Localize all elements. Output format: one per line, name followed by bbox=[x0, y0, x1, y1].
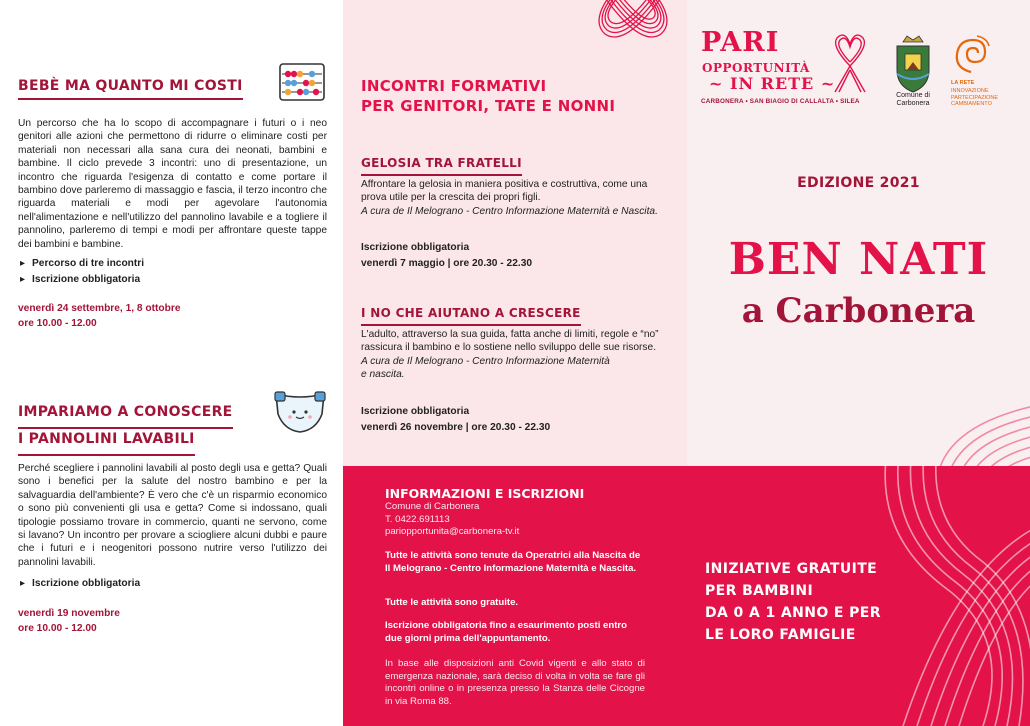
list-item: ▸ Iscrizione obbligatoria bbox=[18, 272, 144, 288]
event-title-no: I NO CHE AIUTANO A CRESCERE bbox=[361, 306, 581, 326]
date-block-bebe bbox=[18, 301, 181, 331]
info-paragraph: In base alle disposizioni anti Covid vigenti e allo stato di emergenza nazionale, sarà deciso di volta in volta se fare gli incontri online o in presenza presso la Stanza delle Cicogne in via Roma 88. bbox=[385, 658, 645, 707]
event-credit: A cura de Il Melograno - Centro Informazione Maternità bbox=[361, 355, 610, 367]
logo-towns: CARBONERA • SAN BIAGIO DI CALLALTA • SILEA bbox=[701, 98, 860, 105]
time-line: ore 10.00 - 12.00 bbox=[18, 318, 97, 329]
title-line: IMPARIAMO A CONOSCERE bbox=[18, 402, 233, 429]
edition-label: EDIZIONE 2021 bbox=[797, 175, 920, 191]
heading-line: INCONTRI FORMATIVI bbox=[361, 77, 547, 95]
callout-line: INIZIATIVE GRATUITE bbox=[705, 561, 878, 577]
section-body-bebe: Un percorso che ha lo scopo di accompagnare i futuri o i neo genitori alle azioni che permettono di ridurre o eliminare costi per materiali non necessari alla sana cura dei neonati, bambini e bambine. Il ciclo prevede 3 incontri: uno di presentazione, un incontro che riguarda l'esigenza di contatto e come portare il bambino dove parleremo di massaggio e fascia, il terzo incontro che riguarda materiali e modi per agevolare l'autonomia nell'alimentazione e nell'utilizzo del pannolino lavabile e a togliere il pannolino, parleremo di tempi e modi per affrontare queste tappe dei bambini e bambine. bbox=[18, 118, 327, 250]
diaper-icon bbox=[272, 388, 328, 436]
free-initiatives-callout bbox=[705, 558, 925, 646]
event-credit: A cura de Il Melograno - Centro Informazione Maternità e Nascita. bbox=[361, 205, 658, 217]
la-rete-logo-icon bbox=[951, 34, 991, 76]
headline-carbonera: a Carbonera bbox=[741, 291, 976, 331]
info-title: INFORMAZIONI E ISCRIZIONI bbox=[385, 486, 585, 501]
info-paragraph: Iscrizione obbligatoria fino a esaurimento posti entro due giorni prima dell'appuntamento. bbox=[385, 620, 628, 644]
headline-ben-nati: BEN NATI bbox=[728, 234, 989, 285]
info-paragraph: Tutte le attività sono tenute da Operatrici alla Nascita de Il Melograno - Centro Informazione Maternità e Nascita. bbox=[385, 550, 641, 574]
event-datetime: venerdì 7 maggio | ore 20.30 - 22.30 bbox=[361, 258, 533, 269]
event-body-no bbox=[361, 328, 671, 382]
section-body-pannolini: Perché scegliere i pannolini lavabili al posto degli usa e getta? Quali sono i benefici per la salute del nostro bambino e per la salvaguardia dell'ambiente? È vero che c'è un risparmio economico o sono più convenienti gli usa e getta? Come si indossano, quali tipologie possiamo trovare in commercio, quanti ne servono, come si lavano? Un incontro per provare a sciogliere alcuni dubbi e paure che i futuri e i neogenitori possono nutrire verso l'utilizzo dei pannolini lavabili. bbox=[18, 463, 327, 568]
bullet-list-bebe bbox=[18, 256, 144, 288]
section-title-pannolini bbox=[18, 402, 233, 456]
logo-text: PARI bbox=[701, 27, 780, 58]
contact-phone[interactable]: T. 0422.691113 bbox=[385, 513, 450, 525]
registration-note: Iscrizione obbligatoria bbox=[361, 406, 470, 417]
contact-block bbox=[385, 501, 645, 539]
section-title-bebe: BEBÈ MA QUANTO MI COSTI bbox=[18, 78, 243, 100]
callout-line: DA 0 A 1 ANNO E PER bbox=[705, 605, 881, 621]
info-paragraph: Tutte le attività sono gratuite. bbox=[385, 597, 519, 608]
event-description: L'adulto, attraverso la sua guida, fatta anche di limiti, regole e “no” rassicura il bambino e lo sostiene nello sviluppo delle sue risorse. bbox=[361, 329, 659, 354]
panel-left bbox=[0, 0, 343, 726]
callout-line: PER BAMBINI bbox=[705, 583, 814, 599]
time-line: ore 10.00 - 12.00 bbox=[18, 623, 97, 634]
event-schedule-gelosia bbox=[361, 240, 532, 272]
middle-heading bbox=[361, 76, 615, 116]
registration-note: Iscrizione obbligatoria bbox=[361, 242, 470, 253]
abacus-icon bbox=[278, 62, 326, 102]
crest-label-line: Comune di bbox=[896, 92, 930, 99]
ribbon-decoration bbox=[583, 0, 683, 70]
logo-text: ~ IN RETE ~ bbox=[709, 74, 836, 93]
crest-label-line: Carbonera bbox=[896, 100, 930, 107]
heading-line: PER GENITORI, TATE E NONNI bbox=[361, 97, 616, 115]
bullet-list-pannolini bbox=[18, 576, 140, 592]
date-line: venerdì 24 settembre, 1, 8 ottobre bbox=[18, 303, 181, 314]
event-title-gelosia: GELOSIA TRA FRATELLI bbox=[361, 156, 522, 176]
logo-text: OPPORTUNITÀ bbox=[702, 61, 810, 75]
crest-label bbox=[884, 92, 942, 108]
list-item: ▸ Percorso di tre incontri bbox=[18, 256, 144, 272]
pari-opportunita-logo bbox=[701, 28, 881, 112]
ribbon-icon bbox=[821, 32, 879, 94]
contact-email-link[interactable]: pariopportunita@carbonera-tv.it bbox=[385, 526, 520, 537]
info-panel bbox=[343, 466, 1030, 726]
la-rete-title: LA RETE bbox=[951, 80, 975, 86]
event-datetime: venerdì 26 novembre | ore 20.30 - 22.30 bbox=[361, 422, 551, 433]
callout-line: LE LORO FAMIGLIE bbox=[705, 627, 856, 643]
la-rete-subtitle: INNOVAZIONE PARTECIPAZIONE CAMBIAMENTO bbox=[951, 88, 999, 107]
date-line: venerdì 19 novembre bbox=[18, 608, 120, 619]
list-item: ▸ Iscrizione obbligatoria bbox=[18, 576, 140, 592]
event-credit: e nascita. bbox=[361, 369, 405, 381]
event-schedule-no bbox=[361, 404, 550, 436]
title-line: I PANNOLINI LAVABILI bbox=[18, 429, 195, 456]
event-body-gelosia bbox=[361, 178, 671, 218]
date-block-pannolini bbox=[18, 606, 120, 636]
contact-name: Comune di Carbonera bbox=[385, 501, 480, 512]
event-description: Affrontare la gelosia in maniera positiva e costruttiva, come una prova utile per la crescita dei propri figli. bbox=[361, 179, 648, 204]
